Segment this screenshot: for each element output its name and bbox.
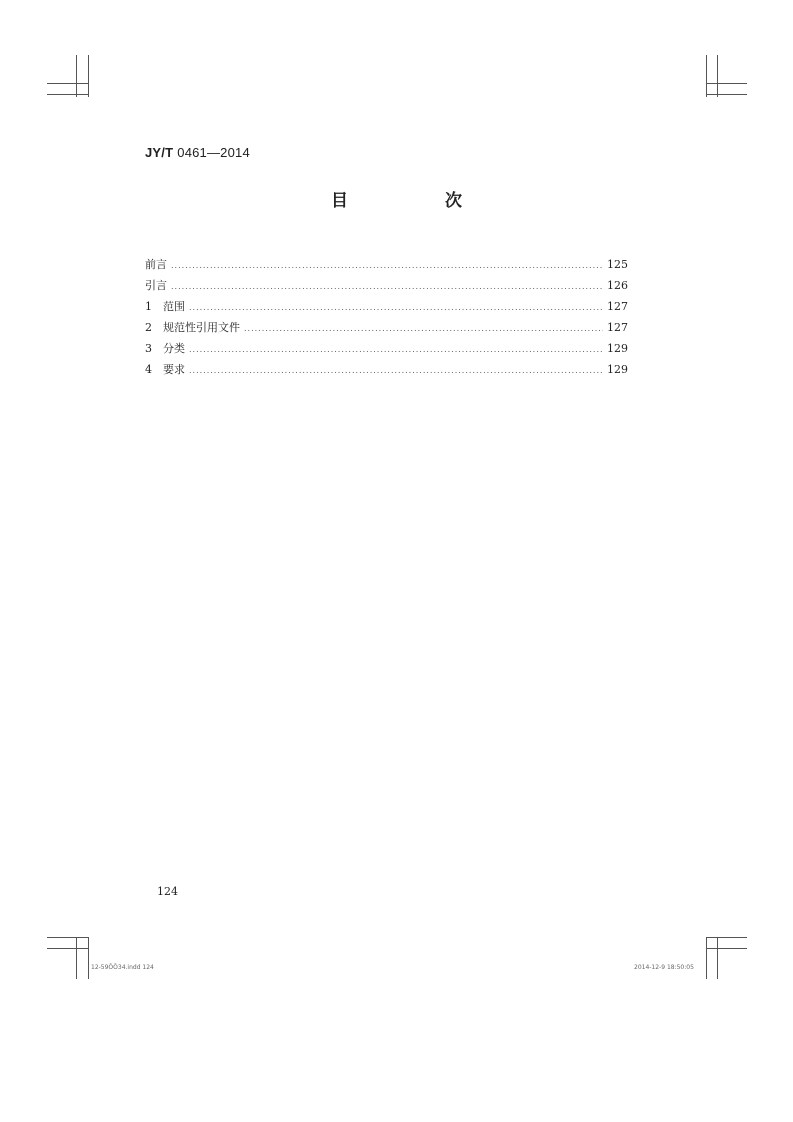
toc-entry[interactable] xyxy=(145,359,628,380)
toc-entry-number: 3 xyxy=(145,342,152,355)
toc-entry-label: 前言 xyxy=(145,258,167,271)
crop-mark xyxy=(706,83,747,84)
crop-mark xyxy=(706,937,707,979)
toc-dot-leader xyxy=(244,318,603,339)
toc-entry-label: 范围 xyxy=(163,300,185,313)
standard-code xyxy=(145,145,250,160)
crop-mark xyxy=(88,55,89,97)
crop-mark xyxy=(706,948,747,949)
toc-entry[interactable] xyxy=(145,296,628,317)
toc-dot-leader xyxy=(189,297,603,318)
toc-entry-page: 127 xyxy=(607,321,628,334)
toc-entry[interactable] xyxy=(145,275,628,296)
toc-entry[interactable] xyxy=(145,254,628,275)
toc-dot-leader xyxy=(189,339,603,360)
toc-entry-number: 2 xyxy=(145,321,152,334)
toc-dot-leader xyxy=(171,255,603,276)
toc-entry[interactable] xyxy=(145,338,628,359)
toc-list xyxy=(145,254,628,380)
crop-mark xyxy=(47,94,88,95)
toc-entry-page: 126 xyxy=(607,279,628,292)
toc-title: 目 次 xyxy=(331,191,502,211)
toc-entry-label: 引言 xyxy=(145,279,167,292)
toc-entry-label: 规范性引用文件 xyxy=(163,321,240,334)
crop-mark xyxy=(47,937,88,938)
toc-entry-label: 要求 xyxy=(163,363,185,376)
toc-entry[interactable] xyxy=(145,317,628,338)
file-info: 12-59ȌȌ34.indd 124 xyxy=(91,964,154,971)
toc-entry-page: 129 xyxy=(607,363,628,376)
crop-mark xyxy=(88,937,89,979)
crop-mark xyxy=(706,937,747,938)
toc-entry-page: 125 xyxy=(607,258,628,271)
crop-mark xyxy=(717,55,718,97)
toc-entry-page: 129 xyxy=(607,342,628,355)
standard-prefix: JY/T xyxy=(145,145,174,160)
page-number: 124 xyxy=(157,885,178,898)
toc-entry-label: 分类 xyxy=(163,342,185,355)
crop-mark xyxy=(76,55,77,97)
crop-mark xyxy=(76,937,77,979)
toc-entry-number: 4 xyxy=(145,363,152,376)
toc-entry-number: 1 xyxy=(145,300,152,313)
crop-mark xyxy=(47,83,88,84)
crop-mark xyxy=(717,937,718,979)
toc-dot-leader xyxy=(189,360,603,381)
crop-mark xyxy=(706,94,747,95)
toc-entry-page: 127 xyxy=(607,300,628,313)
toc-dot-leader xyxy=(171,276,603,297)
crop-mark xyxy=(47,948,88,949)
crop-mark xyxy=(706,55,707,97)
standard-number: 0461—2014 xyxy=(177,145,250,160)
print-timestamp: 2014-12-9 18:50:05 xyxy=(634,964,694,971)
